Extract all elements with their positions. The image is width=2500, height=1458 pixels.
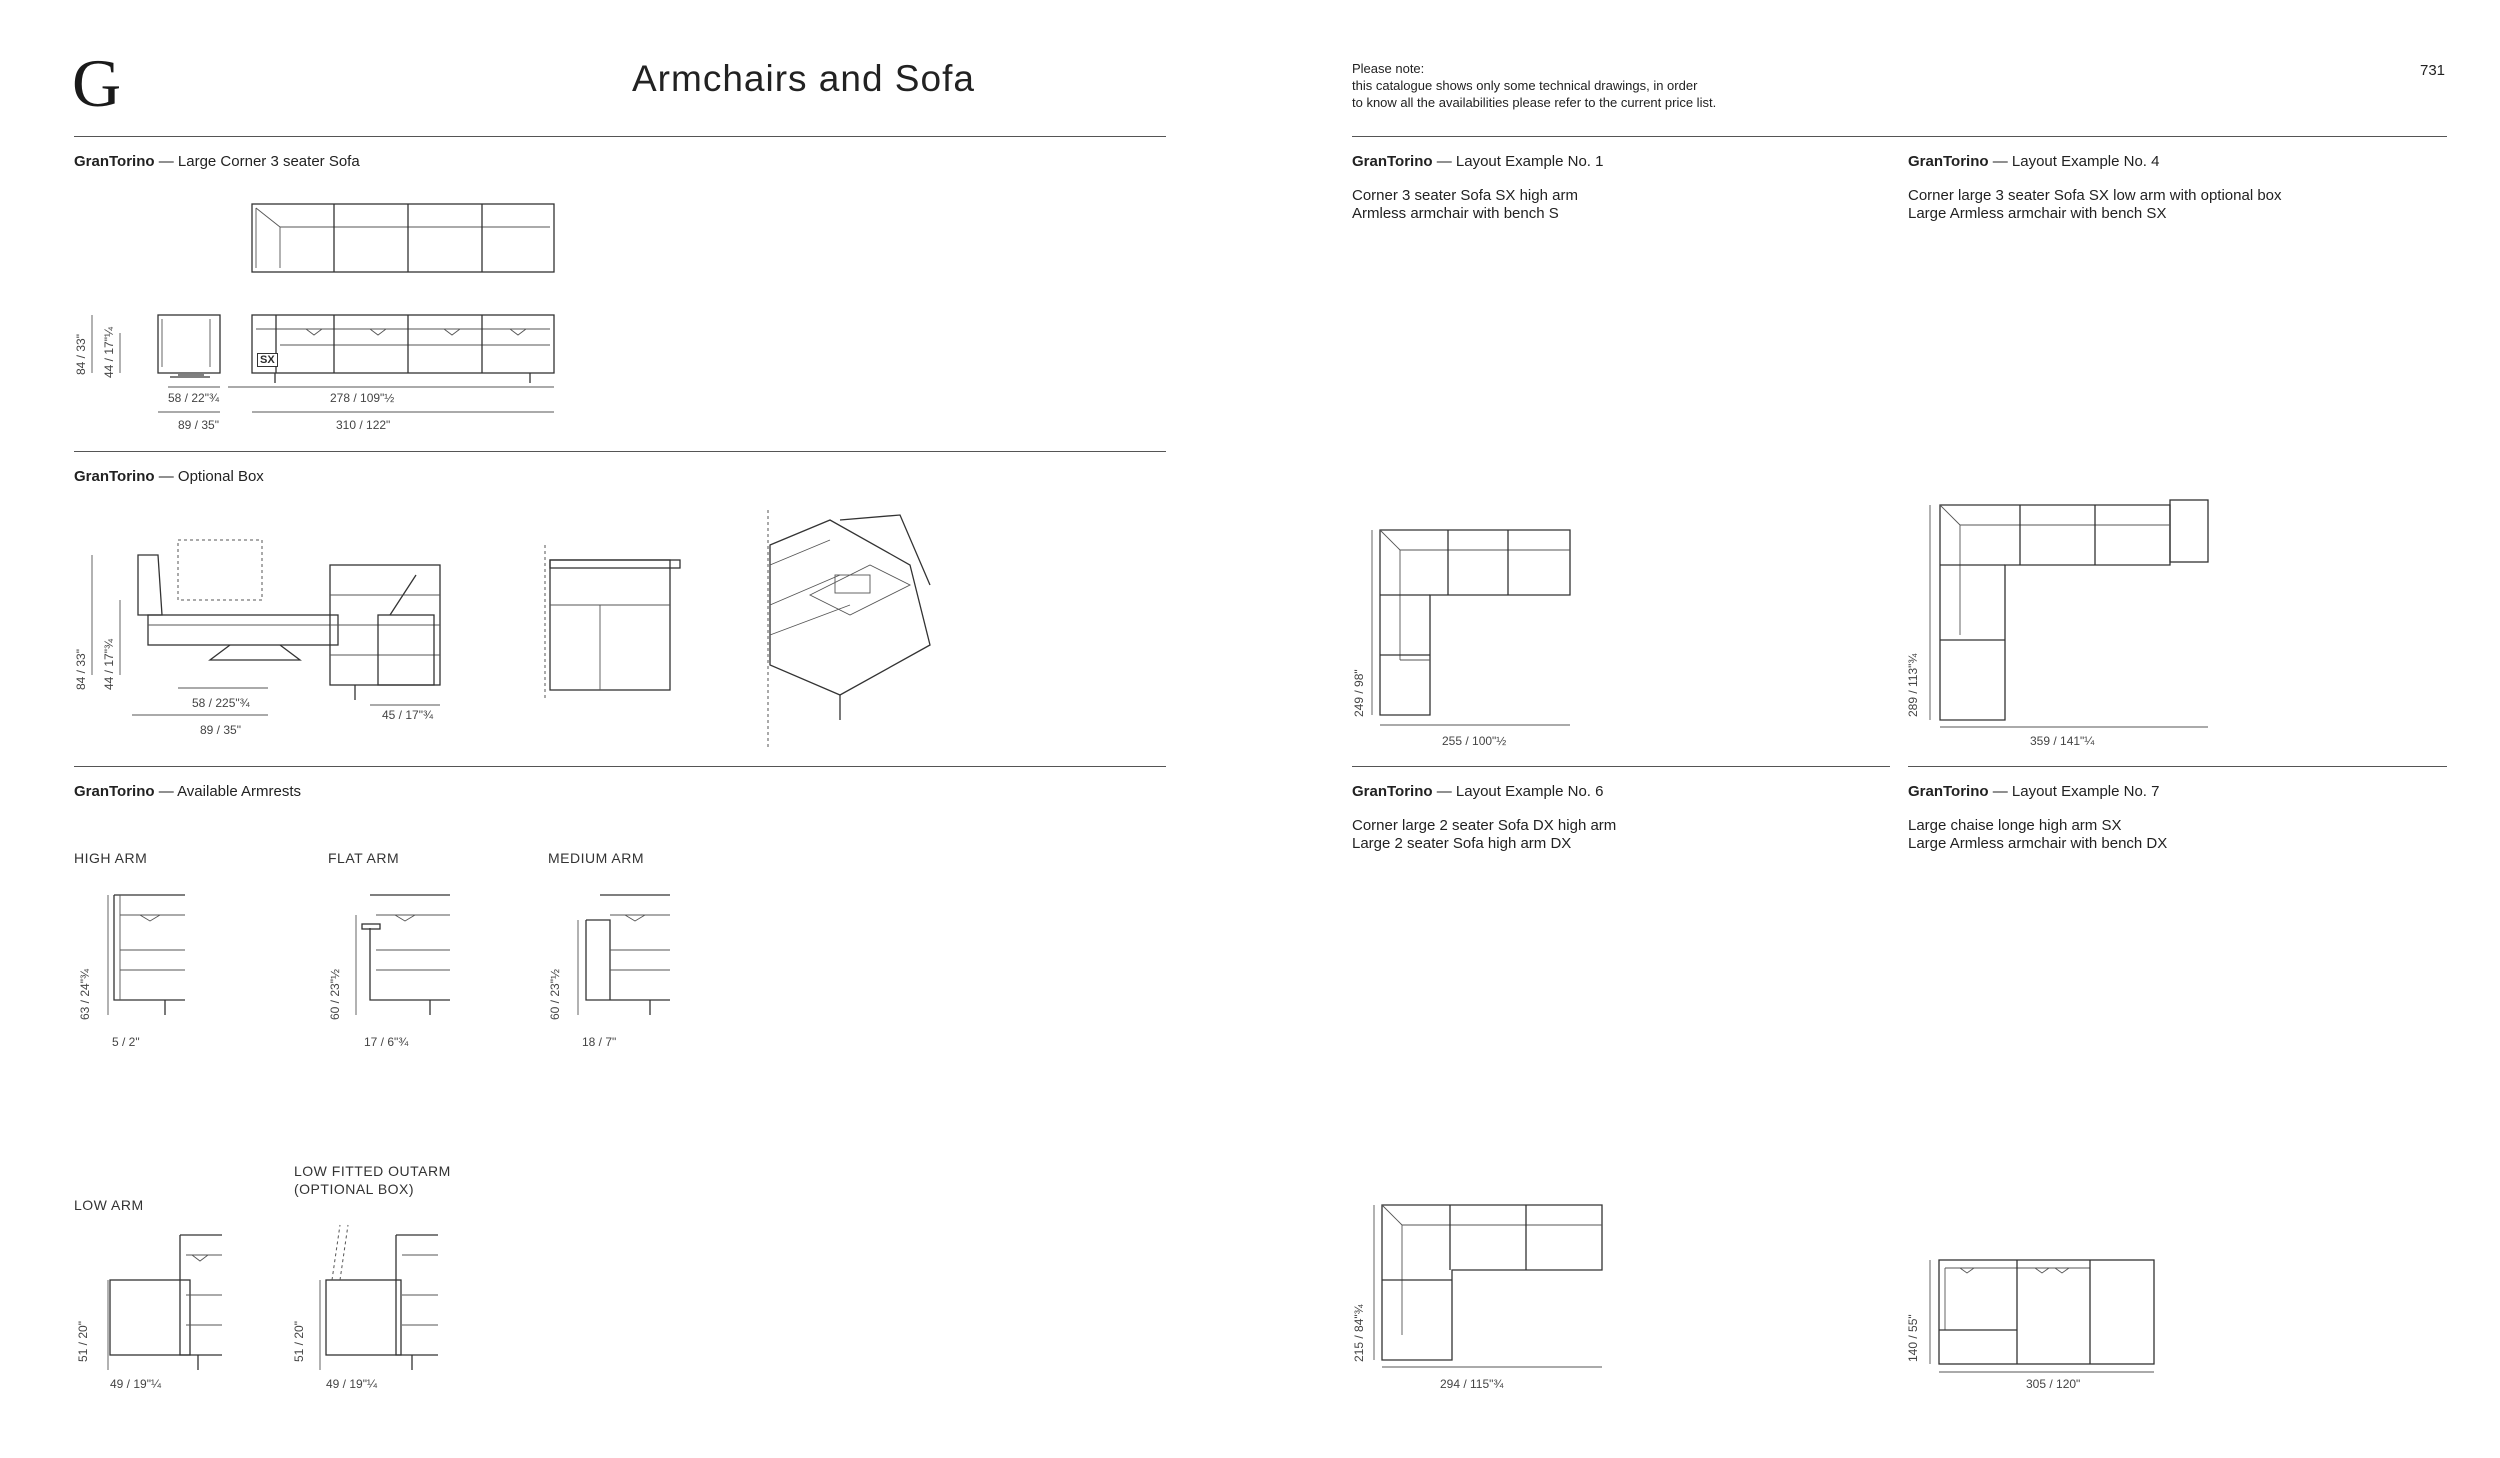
height-dim: 51 / 20" [76,1321,90,1362]
section-heading-corner-sofa: GranTorino — Large Corner 3 seater Sofa [74,153,360,170]
section-heading-layout-1: GranTorino — Layout Example No. 1 [1352,153,1604,170]
page-number: 731 [2420,62,2446,79]
width-dim: 310 / 122" [336,418,391,432]
optional-box-drawing [70,505,970,755]
catalogue-note [1352,60,1716,111]
armrest-drawings-row1 [70,880,720,1010]
height-dim: 60 / 23"½ [548,969,562,1020]
divider [1352,766,1890,767]
width-dim: 49 / 19"¼ [110,1377,161,1391]
armrest-drawings-row2 [70,1225,490,1375]
width-dim: 294 / 115"¾ [1440,1377,1504,1391]
height-dim: 289 / 113"¾ [1906,653,1920,717]
height-dim: 249 / 98" [1352,669,1366,717]
layout-6-plan [1362,1195,1622,1375]
header-rule-left [74,136,1166,137]
layout-4-plan [1915,495,2225,735]
label-medium-arm: MEDIUM ARM [548,850,644,866]
width-dim: 89 / 35" [178,418,219,432]
width-dim: 58 / 22"¾ [168,391,219,405]
height-dim: 140 / 55" [1906,1314,1920,1362]
label-low-arm: LOW ARM [74,1197,144,1213]
layout-7-description: Large chaise longe high arm SX Large Armless armchair with bench DX [1908,817,2168,852]
label-high-arm: HIGH ARM [74,850,148,866]
section-heading-layout-7: GranTorino — Layout Example No. 7 [1908,783,2160,800]
section-heading-armrests: GranTorino — Available Armrests [74,783,302,800]
label-flat-arm: FLAT ARM [328,850,400,866]
width-dim: 359 / 141"¼ [2030,734,2095,748]
height-dim: 84 / 33" [74,649,88,690]
width-dim: 305 / 120" [2026,1377,2081,1391]
divider [1908,766,2447,767]
note-line: this catalogue shows only some technical drawings, in order [1352,78,1698,93]
width-dim: 89 / 35" [200,723,241,737]
height-dim: 63 / 24"¾ [78,969,92,1020]
width-dim: 17 / 6"¾ [364,1035,409,1049]
section-heading-layout-4: GranTorino — Layout Example No. 4 [1908,153,2160,170]
width-dim: 278 / 109"½ [330,391,395,405]
label-low-fitted-outarm: LOW FITTED OUTARM (OPTIONAL BOX) [294,1163,451,1197]
layout-4-description: Corner large 3 seater Sofa SX low arm with optional box Large Armless armchair with bench SX [1908,187,2282,222]
section-letter: G [72,45,122,121]
height-dim: 60 / 23"½ [328,969,342,1020]
height-dim: 44 / 17"¼ [102,327,116,378]
width-dim: 58 / 225"¾ [192,696,250,710]
section-heading-layout-6: GranTorino — Layout Example No. 6 [1352,783,1604,800]
page-title: Armchairs and Sofa [632,58,975,99]
layout-7-plan [1915,1250,2175,1370]
section-heading-optional-box: GranTorino — Optional Box [74,468,264,485]
layout-1-plan [1360,520,1600,730]
header-rule-right [1352,136,2447,137]
width-dim: 49 / 19"¼ [326,1377,377,1391]
width-dim: 18 / 7" [582,1035,617,1049]
divider [74,766,1166,767]
width-dim: 255 / 100"½ [1442,734,1507,748]
height-dim: 51 / 20" [292,1321,306,1362]
height-dim: 44 / 17"¾ [102,639,116,690]
layout-6-description: Corner large 2 seater Sofa DX high arm Large 2 seater Sofa high arm DX [1352,817,1617,852]
layout-1-description: Corner 3 seater Sofa SX high arm Armless armchair with bench S [1352,187,1578,222]
note-line: to know all the availabilities please refer to the current price list. [1352,95,1717,110]
note-line: Please note: [1352,61,1425,76]
height-dim: 215 / 84"¾ [1352,1304,1366,1362]
width-dim: 45 / 17"¾ [382,708,433,722]
sx-tag: SX [257,353,278,367]
width-dim: 5 / 2" [112,1035,140,1049]
divider [74,451,1166,452]
corner-sofa-drawing [70,195,500,435]
height-dim: 84 / 33" [74,334,88,375]
